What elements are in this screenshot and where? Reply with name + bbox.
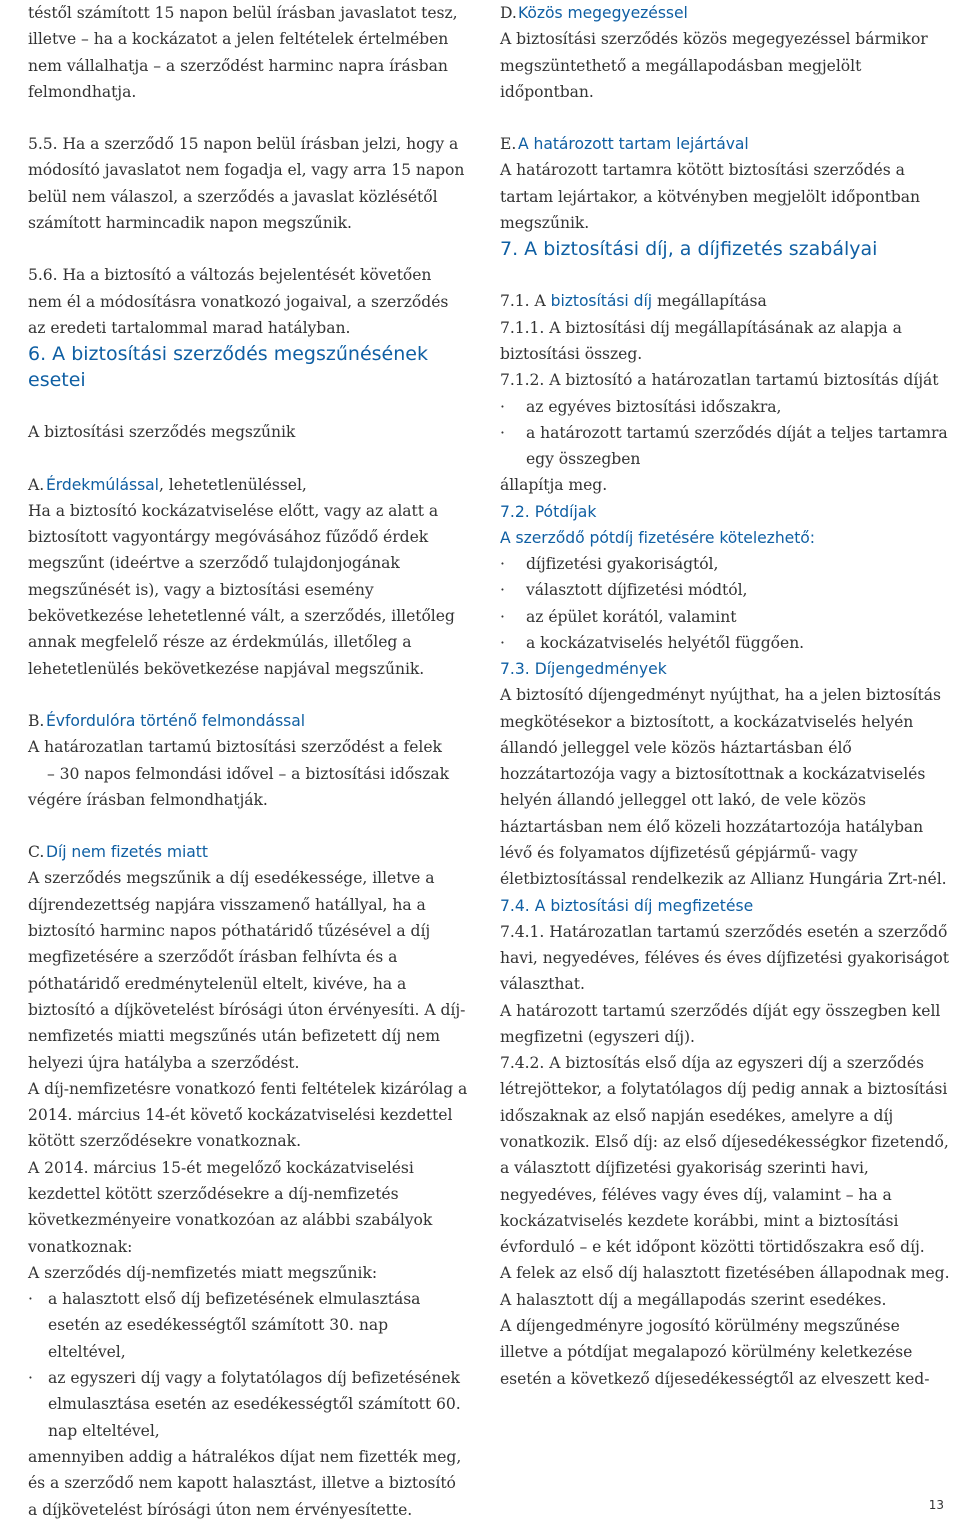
bullet-marker: · (28, 1369, 33, 1388)
left-column (28, 0, 468, 1523)
case-c-letter: C. (28, 843, 45, 862)
case-b-body-line-2: – 30 napos felmondási idővel – a biztosítási időszak (46, 764, 450, 783)
section-7-4-heading: 7.4. A biztosítási díj megfizetése (500, 896, 754, 915)
list-item-text: az egyszeri díj vagy a folytatólagos díj befizetésének elmulasztása esetén az esedékességtől számított 60. nap elteltével, (48, 1369, 461, 1440)
case-d-keyword: Közös megegyezéssel (518, 4, 688, 22)
section-7-2-heading: 7.2. Pótdíjak (500, 502, 597, 521)
section-7-1-2-end: állapítja meg. (500, 476, 608, 495)
section-6-subheading: A biztosítási szerződés megszűnik (28, 423, 296, 442)
section-7-1-rest: megállapítása (652, 292, 767, 311)
list-item (28, 1286, 468, 1365)
case-e-keyword: A határozott tartam lejártával (518, 135, 749, 154)
section-7-4-2-b: A felek az első díj halasztott fizetésében állapodnak meg. (500, 1264, 950, 1283)
case-a-body: Ha a biztosító kockázatviselése előtt, vagy az alatt a biztosított vagyontárgy megóvásához fűződő érdek megszűnt (ideértve a szerződő tulajdonjogának megszűnését is), vagy a biztosítási esemény bekövetkezése lehetetlenné vált, a szerződés, illetőleg annak megfelelő része az érdekmúlás, illetőleg a lehetetlenülés bekövetkezése napjával megszűnik. (28, 501, 455, 678)
case-c-body-2: A díj-nemfizetésre vonatkozó fenti feltételek kizárólag a 2014. március 14-ét követő kockázatviselési kezdettel kötött szerződésekre vonatkoznak. (28, 1079, 468, 1151)
section-7-1-prefix: A (534, 292, 551, 311)
case-d-letter: D. (500, 4, 517, 22)
section-7-1-number: 7.1. (500, 292, 530, 311)
case-e-body: A határozott tartamra kötött biztosítási szerződés a tartam lejártakor, a kötvényben megjelölt időpontban megszűnik. (500, 161, 921, 233)
page-number: 13 (928, 1498, 944, 1512)
list-item (500, 577, 950, 603)
bullet-marker: · (500, 423, 505, 442)
list-item (500, 420, 950, 473)
section-7-1-title (500, 288, 950, 314)
case-e-letter: E. (500, 135, 517, 154)
section-7-4-2: 7.4.2. A biztosítás első díja az egyszeri díj a szerződés létrejöttekor, a folytatólagos díj pedig annak a biztosítási időszaknak az első napján esedékes, amelyre a díj vonatkozik. Első díj: az első díjesedékességkor fizetendő, a választott díjfizetési gyakoriság szerinti havi, negyedéves, féléves vagy éves díj, valamint – ha a kockázatviselés kezdete korábbi, mint a biztosítási évforduló – e két időpont közötti törtidőszakra eső díj. (500, 1054, 949, 1257)
section-7-heading: 7. A biztosítási díj, a díjfizetés szabályai (500, 238, 878, 261)
section-7-4-1: 7.4.1. Határozatlan tartamú szerződés esetén a szerződő havi, negyedéves, féléves és éves díjfizetési gyakoriságot választhat. (500, 922, 949, 994)
case-e-title (500, 131, 950, 157)
case-a-title (28, 472, 468, 498)
section-7-1-2: 7.1.2. A biztosító a határozatlan tartamú biztosítás díját (500, 371, 939, 390)
list-item (500, 394, 950, 420)
bullet-marker: · (500, 607, 505, 626)
paragraph-5-6: 5.6. Ha a biztosító a változás bejelentését követően nem él a módosításra vonatkozó jogaival, a szerződés az eredeti tartalommal marad hatályban. (28, 266, 449, 337)
case-c-body-4: A szerződés díj-nemfizetés miatt megszűnik: (28, 1263, 378, 1282)
right-column (500, 0, 950, 1392)
list-item-text: az egyéves biztosítási időszakra, (526, 397, 782, 416)
intro-paragraph: téstől számított 15 napon belül írásban javaslatot tesz, illetve – ha a kockázatot a jelen feltételek értelmében nem vállalhatja – a szerződést harminc napra írásban felmondhatja. (28, 4, 458, 101)
list-item-text: a határozott tartamú szerződés díját a teljes tartamra egy összegben (526, 423, 948, 469)
case-b-keyword: Évfordulóra történő felmondással (46, 711, 306, 730)
case-a-title-rest: , lehetetlenüléssel, (158, 475, 307, 494)
case-a-letter: A. (28, 475, 45, 494)
list-item-text: az épület korától, valamint (526, 607, 737, 626)
list-item-text: a halasztott első díj befizetésének elmulasztása esetén az esedékességtől számított 30. nap elteltével, (48, 1290, 421, 1361)
bullet-marker: · (500, 633, 505, 652)
section-7-3-heading: 7.3. Díjengedmények (500, 660, 667, 679)
list-item (500, 604, 950, 630)
case-a-keyword: Érdekmúlással (46, 475, 159, 494)
list-item-text: a kockázatviselés helyétől függően. (526, 633, 805, 652)
list-item (500, 630, 950, 656)
case-d-body: A biztosítási szerződés közös megegyezéssel bármikor megszüntethető a megállapodásban megjelölt időpontban. (500, 30, 928, 101)
case-b-title (28, 708, 468, 734)
case-c-body-1: A szerződés megszűnik a díj esedékessége, illetve a díjrendezettség napjára visszamenő hatállyal, ha a biztosító harminc napos póthatáridő tűzésével a díj megfizetésére a szerződőt írásban felhívta és a póthatáridő eredménytelenül eltelt, kivéve, ha a biztosító a díjkövetelést bírósági úton érvényesíti. A díj-nemfizetés miatti megszűnés után befizetett díj nem helyezi újra hatályba a szerződést. (28, 869, 466, 1072)
bullet-marker: · (500, 555, 505, 574)
section-6-heading: 6. A biztosítási szerződés megszűnésének esetei (28, 343, 428, 392)
list-item-text: választott díjfizetési módtól, (526, 581, 748, 600)
section-7-1-1: 7.1.1. A biztosítási díj megállapításának az alapja a biztosítási összeg. (500, 318, 902, 363)
bullet-marker: · (28, 1290, 33, 1309)
list-item (500, 551, 950, 577)
section-7-4-2-d: A díjengedményre jogosító körülmény megszűnése illetve a pótdíjat megalapozó körülmény keletkezése esetén a következő díjesedékességtől az elveszett ked- (500, 1317, 930, 1388)
list-item (28, 1365, 468, 1444)
paragraph-5-5: 5.5. Ha a szerződő 15 napon belül írásban jelzi, hogy a módosító javaslatot nem fogadja el, vagy arra 15 napon belül nem válaszol, a szerződés a javaslat közlésétől számított harmincadik napon megszűnik. (28, 135, 465, 233)
bullet-marker: · (500, 397, 505, 416)
case-d-title (500, 0, 950, 26)
case-b-body-line-3: végére írásban felmondhatják. (28, 790, 268, 809)
bullet-marker: · (500, 581, 505, 600)
case-b-letter: B. (28, 711, 45, 730)
section-7-2-lead: A szerződő pótdíj fizetésére kötelezhető: (500, 528, 815, 547)
list-item-text: díjfizetési gyakoriságtól, (526, 555, 719, 574)
section-7-3-body: A biztosító díjengedményt nyújthat, ha a jelen biztosítás megkötésekor a biztosított, a kockázatviselés helyén állandó jelleggel vele közös háztartásban élő hozzátartozója vagy a biztosítottnak a kockázatviselés helyén állandó jelleggel ott lakó, de vele közös háztartásban nem élő közeli hozzátartozója hatályban lévő és folyamatos díjfizetésű gépjármű- vagy életbiztosítással rendelkezik az Allianz Hungária Zrt-nél. (500, 686, 947, 889)
section-7-4-2-c: A halasztott díj a megállapodás szerint esedékes. (500, 1290, 887, 1309)
case-c-body-5: amennyiben addig a hátralékos díjat nem fizették meg, és a szerződő nem kapott halasztást, illetve a biztosító a díjkövetelést bírósági úton nem érvényesítette. (28, 1447, 462, 1519)
case-c-keyword: Díj nem fizetés miatt (46, 843, 208, 862)
case-c-title (28, 839, 468, 865)
section-7-1-keyword: biztosítási díj (550, 292, 653, 311)
section-7-4-1-b: A határozott tartamú szerződés díját egy összegben kell megfizetni (egyszeri díj). (500, 1001, 941, 1046)
case-c-body-3: A 2014. március 15-ét megelőző kockázatviselési kezdettel kötött szerződésekre a díj-nemfizetés következményeire vonatkozóan az alábbi szabályok vonatkoznak: (28, 1158, 433, 1256)
case-b-body-line-1: A határozatlan tartamú biztosítási szerződést a felek (28, 738, 442, 757)
